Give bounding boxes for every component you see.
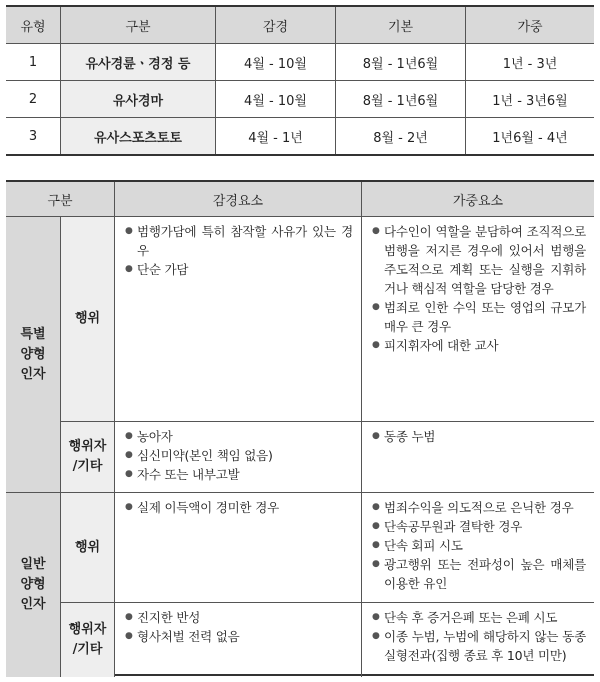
group-label xyxy=(6,493,61,677)
aggravating-list xyxy=(372,222,586,355)
factor-row-act xyxy=(61,493,594,603)
factor-row-offender xyxy=(61,603,594,677)
mitigated-cell: 4월 - 10월 xyxy=(216,81,336,117)
aggravating-cell xyxy=(362,493,594,602)
aggravating-list xyxy=(372,427,586,446)
category-cell: 유사경마 xyxy=(61,81,216,117)
header-category: 구분 xyxy=(61,7,216,43)
row-label xyxy=(61,422,115,492)
type-cell: 2 xyxy=(6,81,61,117)
category-cell: 유사스포츠토토 xyxy=(61,118,216,154)
mitigated-cell: 4월 - 1년 xyxy=(216,118,336,154)
row-label-text: 행위 xyxy=(74,311,101,326)
mitigating-list xyxy=(125,427,353,484)
list-item: ● 실제 이득액이 경미한 경우 xyxy=(125,498,353,517)
mitigating-cell xyxy=(115,493,362,602)
list-item: ● 범행가담에 특히 참작할 사유가 있는 경우 xyxy=(125,222,353,260)
row-label-text: 행위자 /기타 xyxy=(68,622,107,657)
base-cell: 8월 - 1년6월 xyxy=(336,81,466,117)
aggravating-cell xyxy=(362,422,594,492)
header-aggravated: 가중 xyxy=(517,19,543,35)
row-label xyxy=(61,493,115,602)
list-item: ● 동종 누범 xyxy=(372,427,586,446)
mitigating-cell xyxy=(115,217,362,421)
row-label xyxy=(61,603,115,677)
list-item: ● 범죄수익을 의도적으로 은닉한 경우 xyxy=(372,498,586,517)
mitigating-list xyxy=(125,222,353,279)
general-factors-group xyxy=(6,493,594,677)
mitigating-list xyxy=(125,608,353,646)
list-item: ● 형사처벌 전력 없음 xyxy=(125,627,353,646)
header-mitigated: 감경 xyxy=(216,7,336,43)
table2-header-row xyxy=(6,182,594,217)
mitigating-cell xyxy=(115,603,362,677)
list-item: ● 농아자 xyxy=(125,427,353,446)
mitigating-list xyxy=(125,498,353,517)
list-item: ● 단속 회피 시도 xyxy=(372,536,586,555)
factor-row-act xyxy=(61,217,594,422)
header-aggravating: 가중요소 xyxy=(452,193,504,209)
group-label-text: 일반 양형 인자 xyxy=(20,557,46,612)
factor-row-offender xyxy=(61,422,594,492)
table-row xyxy=(6,44,594,81)
aggravated-cell: 1년 - 3년6월 xyxy=(492,93,568,109)
aggravating-cell xyxy=(362,603,594,677)
list-item: ● 피지휘자에 대한 교사 xyxy=(372,336,586,355)
category-cell: 유사경륜ㆍ경정 등 xyxy=(61,44,216,80)
mitigated-cell: 4월 - 10월 xyxy=(216,44,336,80)
row-label-text: 행위 xyxy=(74,539,101,555)
list-item: ● 단속공무원과 결탁한 경우 xyxy=(372,517,586,536)
group-label xyxy=(6,217,61,492)
aggravating-list xyxy=(372,498,586,593)
table-row xyxy=(6,118,594,156)
table1-header-row xyxy=(6,5,594,44)
group-label-text: 특별 양형 인자 xyxy=(20,326,46,382)
mitigating-cell xyxy=(115,422,362,492)
list-item: ● 다수인이 역할을 분담하여 조직적으로 범행을 저지른 경우에 있어서 범행을 주도적으로 계획 또는 실행을 지휘하거나 핵심적 역할을 담당한 경우 xyxy=(372,222,586,298)
aggravating-cell xyxy=(362,217,594,421)
list-item: ● 진지한 반성 xyxy=(125,608,353,627)
table-row xyxy=(6,81,594,118)
row-label xyxy=(61,217,115,421)
header-mitigating: 감경요소 xyxy=(115,182,362,216)
list-item: ● 광고행위 또는 전파성이 높은 매체를 이용한 유인 xyxy=(372,555,586,593)
type-cell: 3 xyxy=(6,118,61,154)
base-cell: 8월 - 1년6월 xyxy=(336,44,466,80)
header-base: 기본 xyxy=(336,7,466,43)
row-label-text: 행위자 /기타 xyxy=(68,439,107,474)
type-cell: 1 xyxy=(6,44,61,80)
header-category: 구분 xyxy=(6,182,115,216)
aggravating-list xyxy=(372,608,586,665)
sentencing-range-table xyxy=(6,5,594,156)
aggravated-cell: 1년6월 - 4년 xyxy=(492,130,568,146)
list-item: ● 범죄로 인한 수익 또는 영업의 규모가 매우 큰 경우 xyxy=(372,298,586,336)
list-item: ● 이종 누범, 누범에 해당하지 않는 동종 실형전과(집행 종료 후 10년 미만) xyxy=(372,627,586,665)
list-item: ● 단순 가담 xyxy=(125,260,353,279)
list-item: ● 심신미약(본인 책임 없음) xyxy=(125,446,353,465)
header-type: 유형 xyxy=(6,7,61,43)
sentencing-factors-table xyxy=(6,180,594,676)
aggravated-cell: 1년 - 3년 xyxy=(502,56,558,72)
list-item: ● 단속 후 증거은폐 또는 은폐 시도 xyxy=(372,608,586,627)
base-cell: 8월 - 2년 xyxy=(336,118,466,154)
list-item: ● 자수 또는 내부고발 xyxy=(125,465,353,484)
special-factors-group xyxy=(6,217,594,493)
